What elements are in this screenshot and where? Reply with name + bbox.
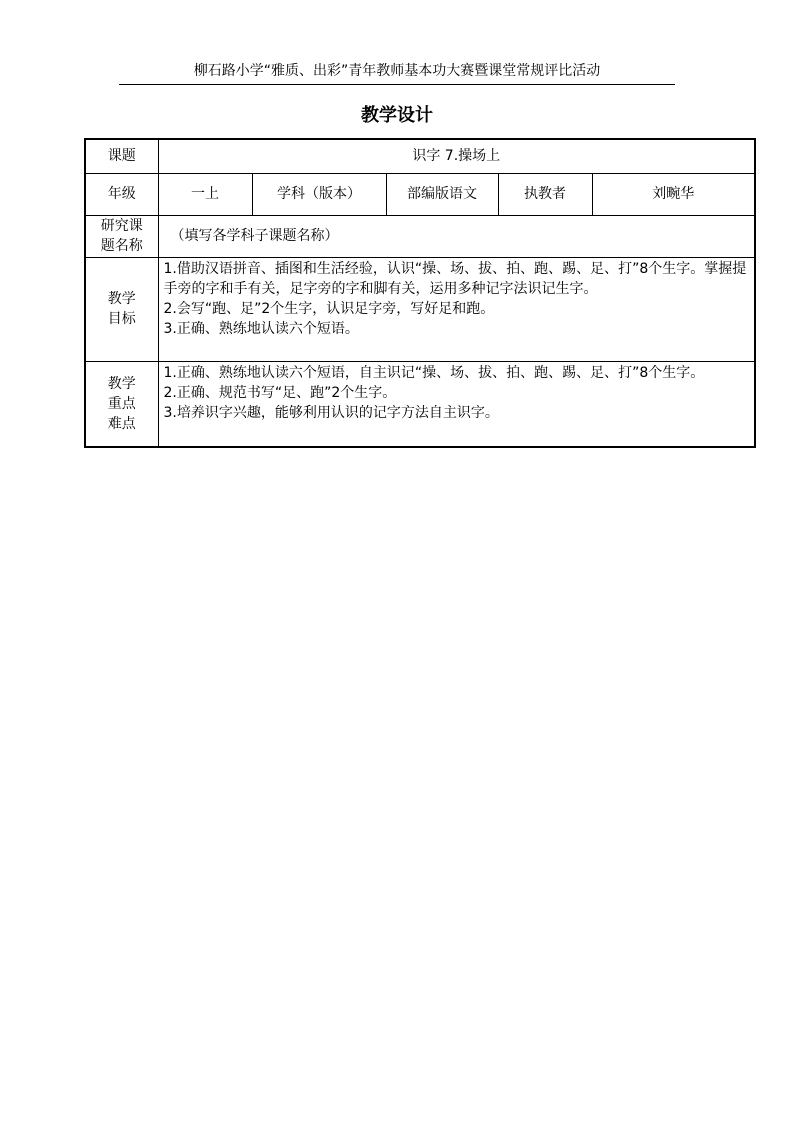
research-label-line2: 题名称 [100, 238, 143, 254]
research-label-line1: 研究课 [100, 218, 143, 234]
research-value: （填写各学科子课题名称） [158, 215, 755, 257]
header-rule [119, 84, 675, 85]
page-header: 柳石路小学“雅质、出彩”青年教师基本功大赛暨课堂常规评比活动 [193, 63, 601, 79]
goals-content [158, 257, 755, 361]
key-point-item-2: 2.正确、规范书写“足、跑”2个生字。 [163, 384, 397, 401]
teacher-value: 刘畹华 [592, 173, 755, 215]
key-points-content [158, 361, 755, 447]
goals-label-line2: 目标 [107, 311, 136, 327]
topic-label: 课题 [85, 139, 158, 173]
key-point-item-1: 1.正确、熟练地认读六个短语，自主识记“操、场、拔、拍、跑、踢、足、打”8个生字。 [163, 364, 705, 381]
key-label-line1: 教学 [107, 375, 136, 392]
teacher-label: 执教者 [498, 173, 592, 215]
grade-value: 一上 [158, 173, 252, 215]
key-points-label [85, 361, 158, 447]
key-points-row [85, 361, 755, 447]
key-label-line3: 难点 [107, 415, 136, 432]
document-title: 教学设计 [361, 105, 433, 126]
topic-row [85, 139, 755, 173]
key-label-line2: 重点 [107, 395, 136, 412]
topic-value: 识字 7.操场上 [158, 139, 755, 173]
lesson-design-table [84, 138, 756, 448]
goal-item-2: 2.会写“跑、足”2个生字，认识足字旁，写好足和跑。 [163, 300, 495, 317]
goal-item-3: 3.正确、熟练地认读六个短语。 [163, 320, 359, 337]
research-row [85, 215, 755, 257]
key-point-item-3: 3.培养识字兴趣，能够利用认识的记字方法自主识字。 [163, 404, 499, 421]
goals-row [85, 257, 755, 361]
subject-label: 学科（版本） [252, 173, 386, 215]
subject-value: 部编版语文 [386, 173, 498, 215]
grade-row [85, 173, 755, 215]
research-label [85, 215, 158, 257]
grade-label: 年级 [85, 173, 158, 215]
goals-label [85, 257, 158, 361]
goal-item-1: 1.借助汉语拼音、插图和生活经验，认识“操、场、拔、拍、跑、踢、足、打”8个生字。掌握提手旁的字和手有关，足字旁的字和脚有关，运用多种记字法识记生字。 [163, 260, 747, 297]
goals-label-line1: 教学 [107, 291, 136, 307]
